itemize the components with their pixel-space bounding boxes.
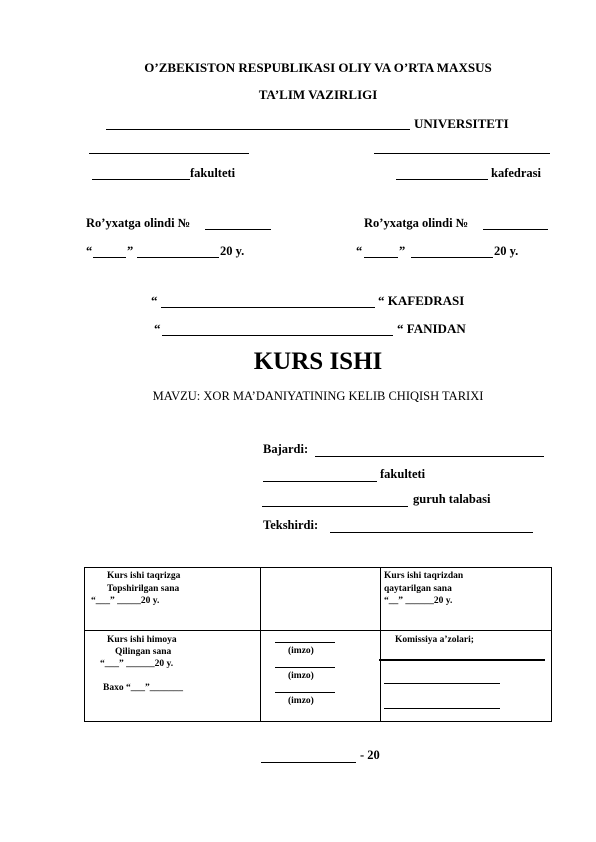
author-faculty-blank [263, 481, 377, 482]
ministry-line-2: TA’LIM VAZIRLIGI [258, 87, 378, 102]
author-group-blank [262, 506, 408, 507]
registration-right-day-blank [364, 257, 398, 258]
commission-line-1 [379, 659, 545, 661]
registration-left-month-blank [137, 257, 219, 258]
returned-date: “__” ______20 y. [384, 596, 453, 606]
signature-caption-2: (imzo) [288, 671, 314, 681]
author-faculty-label: fakulteti [380, 467, 426, 481]
registration-left-year: 20 y. [220, 244, 245, 258]
department-label: kafedrasi [491, 166, 541, 180]
course-suffix: “ FANIDAN [397, 321, 466, 336]
commission-line-3 [384, 708, 500, 709]
defended-cell [85, 631, 261, 722]
department-name-blank [396, 179, 488, 180]
defended-line-1: Kurs ishi himoya [107, 635, 177, 645]
checked-blank [330, 532, 533, 533]
registration-right-date-open: “ [356, 244, 363, 258]
checked-label: Tekshirdi: [263, 518, 319, 532]
department-blank [161, 307, 375, 308]
ministry-line-1: O’ZBEKISTON RESPUBLIKASI OLIY VA O’RTA MAXSUS [144, 60, 492, 75]
registration-left-date-open: “ [86, 244, 93, 258]
registration-left-date-close: ” [127, 244, 134, 258]
department-suffix: “ KAFEDRASI [378, 293, 465, 308]
grade-field: Baxo “___”_______ [103, 683, 183, 693]
commission-cell [381, 631, 552, 722]
commission-line-2 [384, 683, 500, 684]
faculty-name-blank-top [89, 153, 249, 154]
faculty-name-blank [92, 179, 190, 180]
faculty-label: fakulteti [190, 166, 236, 180]
returned-line-1: Kurs ishi taqrizdan [384, 571, 464, 581]
registration-right-year: 20 y. [494, 244, 519, 258]
empty-cell [261, 568, 381, 631]
registration-right-label: Ro’yxatga olindi № [364, 216, 469, 230]
author-group-label: guruh talabasi [413, 492, 491, 506]
submitted-cell [85, 568, 261, 631]
course-quote-open: “ [154, 321, 161, 336]
signature-line-3 [275, 692, 335, 693]
returned-line-2: qaytarilgan sana [384, 584, 452, 594]
returned-cell [381, 568, 552, 631]
document-title: KURS ISHI [253, 348, 383, 375]
registration-left-number-blank [205, 229, 271, 230]
registration-left-day-blank [93, 257, 126, 258]
signature-line-2 [275, 667, 335, 668]
submitted-date: “___” _____20 y. [91, 596, 160, 606]
footer-year: - 20 [360, 748, 380, 762]
signature-line-1 [275, 642, 335, 643]
university-name-blank [106, 129, 410, 130]
footer-year-blank [261, 762, 356, 763]
performed-blank [315, 456, 544, 457]
performed-label: Bajardi: [263, 442, 309, 456]
course-blank [162, 335, 393, 336]
department-name-blank-top [374, 153, 550, 154]
commission-label: Komissiya a’zolari; [395, 635, 474, 645]
submitted-line-1: Kurs ishi taqrizga [107, 571, 181, 581]
department-quote-open: “ [151, 293, 158, 308]
university-label: UNIVERSITETI [414, 116, 509, 131]
signature-caption-3: (imzo) [288, 696, 314, 706]
registration-left-label: Ro’yxatga olindi № [86, 216, 191, 230]
topic: MAVZU: XOR MA’DANIYATINING KELIB CHIQISH TARIXI [152, 389, 484, 403]
submitted-line-2: Topshirilgan sana [107, 584, 180, 594]
defended-line-2: Qilingan sana [115, 647, 172, 657]
registration-right-date-close: ” [399, 244, 406, 258]
registration-right-number-blank [483, 229, 548, 230]
defended-date: “___” ______20 y. [100, 659, 174, 669]
submission-table [84, 567, 552, 722]
signatures-cell [261, 631, 381, 722]
signature-caption-1: (imzo) [288, 646, 314, 656]
registration-right-month-blank [411, 257, 493, 258]
